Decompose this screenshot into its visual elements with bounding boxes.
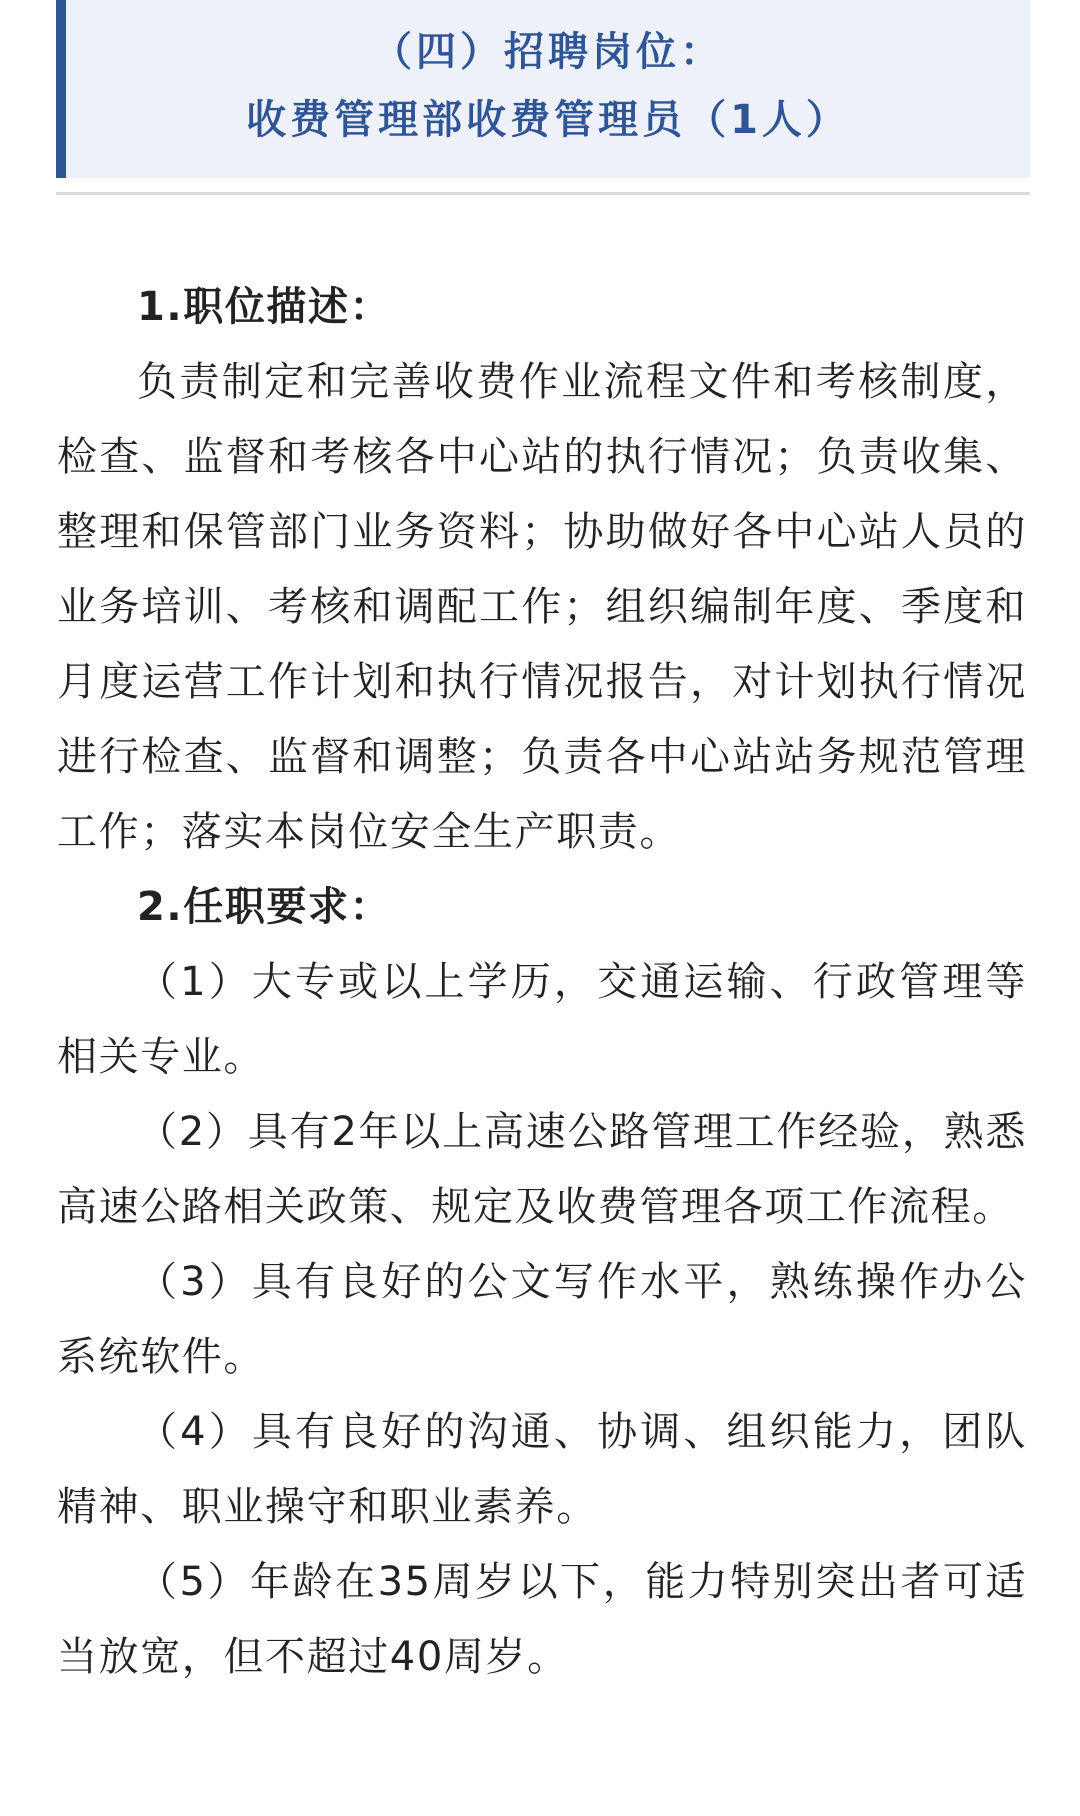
requirement-item-1: （1）大专或以上学历，交通运输、行政管理等相关专业。 (57, 959, 1027, 1080)
section-header-position: 收费管理部收费管理员（1人） (246, 97, 850, 143)
requirements-heading: 2.任职要求： (137, 884, 392, 930)
section-header-accent-bar (56, 0, 66, 178)
requirement-item-4: （4）具有良好的沟通、协调、组织能力，团队精神、职业操守和职业素养。 (57, 1409, 1027, 1530)
header-divider (56, 192, 1030, 195)
requirement-item-3: （3）具有良好的公文写作水平，熟练操作办公系统软件。 (57, 1259, 1027, 1380)
section-header-title: （四）招聘岗位： (372, 29, 724, 75)
requirement-item-5: （5）年龄在35周岁以下，能力特别突出者可适当放宽，但不超过40周岁。 (57, 1559, 1027, 1680)
requirement-item-2: （2）具有2年以上高速公路管理工作经验，熟悉高速公路相关政策、规定及收费管理各项工作流程。 (57, 1109, 1027, 1230)
job-description-heading: 1.职位描述： (137, 284, 392, 330)
article-body (57, 270, 1027, 1695)
job-description-text: 负责制定和完善收费作业流程文件和考核制度，检查、监督和考核各中心站的执行情况；负责收集、整理和保管部门业务资料；协助做好各中心站人员的业务培训、考核和调配工作；组织编制年度、季度和月度运营工作计划和执行情况报告，对计划执行情况进行检查、监督和调整；负责各中心站站务规范管理工作；落实本岗位安全生产职责。 (57, 359, 1027, 855)
